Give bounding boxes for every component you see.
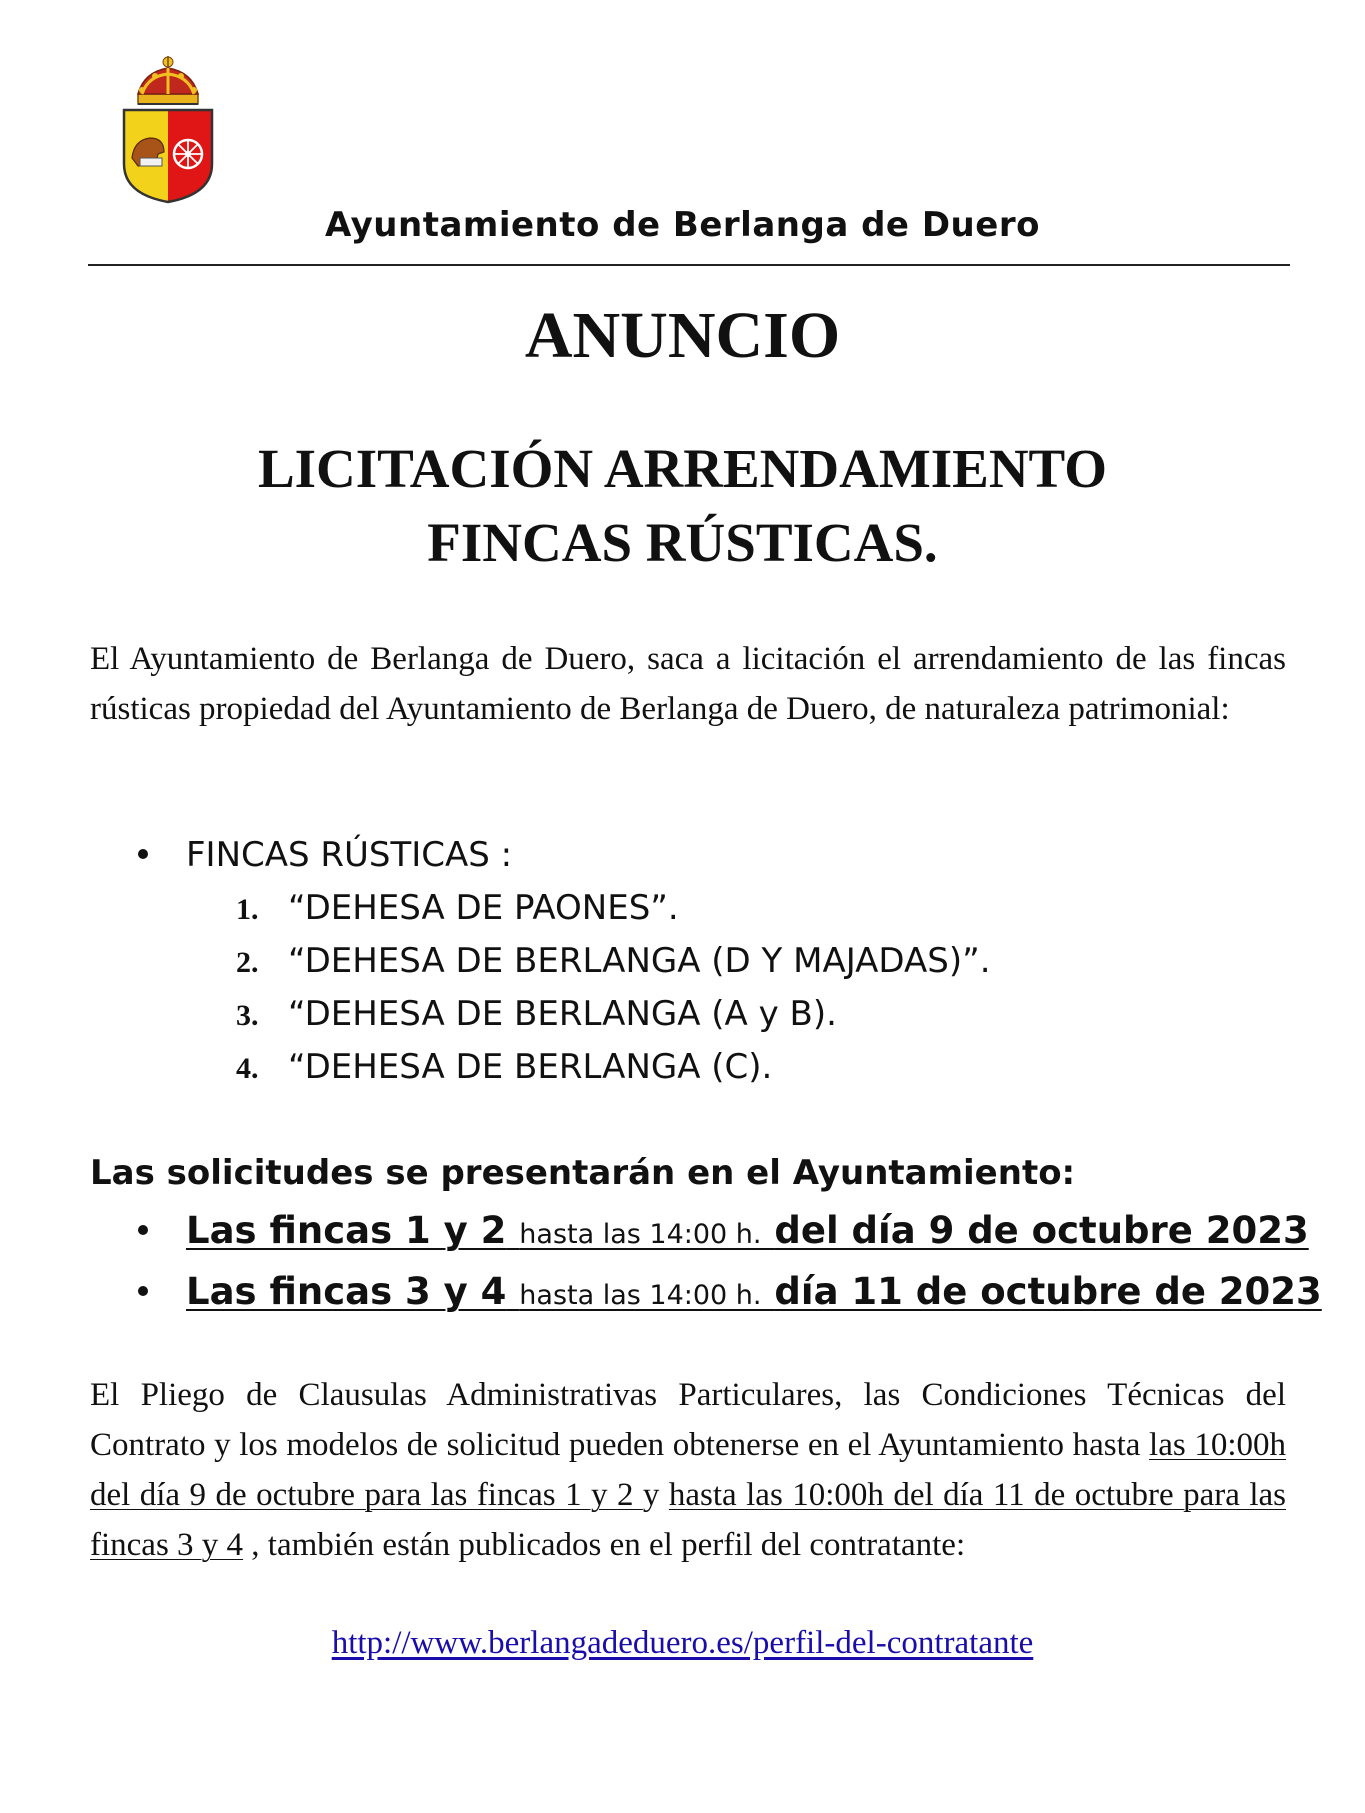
pliego-deadline-1: las 10:00h del día 9 de octubre para las fincas 1 y 2 [90, 1427, 1286, 1513]
deadline-item [138, 1266, 1322, 1322]
list-item [236, 883, 679, 935]
deadline-item [138, 1205, 1309, 1261]
item-number: 3. [236, 999, 259, 1032]
subject-line-2: FINCAS RÚSTICAS. [427, 512, 938, 573]
organization-title: Ayuntamiento de Berlanga de Duero [325, 205, 1040, 245]
deadline-fincas: Las fincas 1 y 2 [186, 1209, 507, 1252]
pliego-deadline-2: hasta las 10:00h del día 11 de octubre para las fincas 3 y 4 [90, 1477, 1287, 1563]
bullet-icon [138, 849, 148, 859]
crown-icon [138, 56, 198, 104]
list-item [236, 936, 991, 988]
item-name: “DEHESA DE BERLANGA (C). [288, 1047, 773, 1087]
item-name: “DEHESA DE BERLANGA (D Y MAJADAS)”. [288, 941, 991, 981]
item-number: 2. [236, 946, 259, 979]
deadline-time: hasta las 14:00 h. [519, 1219, 762, 1250]
item-name: “DEHESA DE PAONES”. [288, 888, 679, 928]
item-name: “DEHESA DE BERLANGA (A y B). [288, 994, 837, 1034]
pliego-text-end: , también están publicados en el perfil del contratante: [243, 1527, 966, 1563]
solicitudes-heading: Las solicitudes se presentarán en el Ayuntamiento: [90, 1153, 1076, 1193]
list-item [236, 1042, 772, 1094]
contract-profile-link[interactable]: http://www.berlangadeduero.es/perfil-del-contratante [331, 1625, 1034, 1661]
page-title: ANUNCIO [524, 299, 841, 372]
shield-icon [124, 110, 212, 202]
deadline-time: hasta las 14:00 h. [519, 1280, 762, 1311]
coat-of-arms-icon [118, 54, 218, 206]
deadline-date: día 11 de octubre de 2023 [774, 1270, 1322, 1313]
header-divider [88, 264, 1290, 266]
pliego-paragraph [90, 1370, 1286, 1570]
bullet-icon [138, 1286, 148, 1296]
contract-profile-link-container [0, 1618, 1365, 1668]
intro-paragraph: El Ayuntamiento de Berlanga de Duero, saca a licitación el arrendamiento de las fincas rústicas propiedad del Ayuntamiento de Berlanga de Duero, de naturaleza patrimonial: [90, 641, 1286, 727]
subject-heading [0, 432, 1365, 580]
deadline-fincas: Las fincas 3 y 4 [186, 1270, 507, 1313]
subject-line-1: LICITACIÓN ARRENDAMIENTO [257, 438, 1108, 499]
pliego-text-start: El Pliego de Clausulas Administrativas Particulares, las Condiciones Técnicas del Contrato y los modelos de solicitud pueden obtenerse en el Ayuntamiento hasta [90, 1377, 1286, 1463]
list-item [236, 989, 837, 1041]
item-number: 4. [236, 1052, 259, 1085]
item-number: 1. [236, 893, 259, 926]
fincas-heading [138, 830, 512, 880]
bullet-icon [138, 1225, 148, 1235]
pliego-connector: y [642, 1477, 669, 1513]
deadline-date: del día 9 de octubre 2023 [774, 1209, 1309, 1252]
fincas-heading-text: FINCAS RÚSTICAS : [186, 835, 513, 875]
